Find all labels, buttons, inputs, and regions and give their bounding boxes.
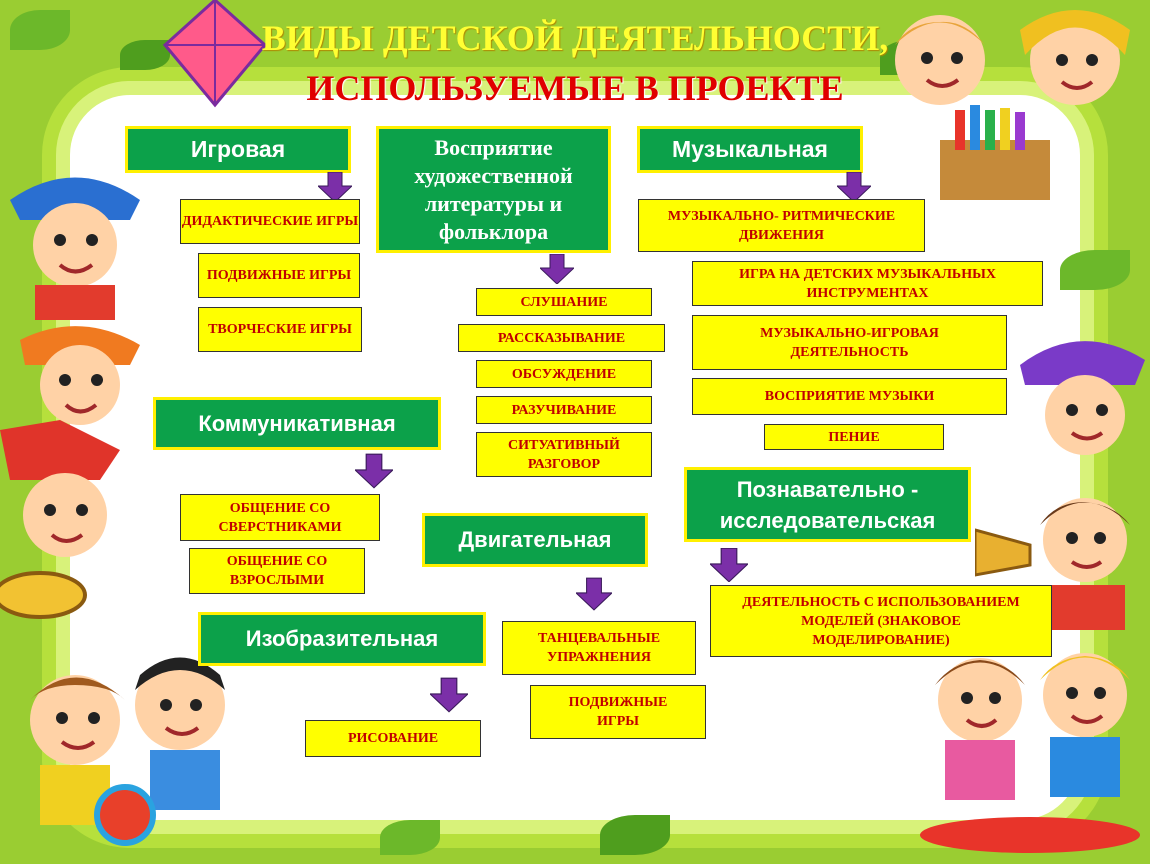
category-vospriyatie-literatury: Восприятие художественной литературы и фольклора (376, 126, 611, 253)
child-illustration (1010, 330, 1150, 460)
item-podvizhnye-igry: ПОДВИЖНЫЕ ИГРЫ (198, 253, 360, 298)
arrow-down-icon (318, 172, 352, 202)
leaf-decoration (600, 815, 670, 855)
item-didakticheskie-igry: ДИДАКТИЧЕСКИЕ ИГРЫ (180, 199, 360, 244)
leaf-decoration (380, 820, 440, 855)
item-slushanie: СЛУШАНИЕ (476, 288, 652, 316)
item-vospriyatie-muzyki: ВОСПРИЯТИЕ МУЗЫКИ (692, 378, 1007, 415)
arrow-down-icon (710, 548, 748, 582)
child-illustration (0, 160, 150, 320)
page-title-line-2: ИСПОЛЬЗУЕМЫЕ В ПРОЕКТЕ (306, 68, 844, 108)
child-illustration (880, 640, 1150, 864)
item-rasskazyvanie: РАССКАЗЫВАНИЕ (458, 324, 665, 352)
leaf-decoration (1060, 250, 1130, 290)
page-title-line-1: ВИДЫ ДЕТСКОЙ ДЕЯТЕЛЬНОСТИ, (261, 18, 889, 58)
child-illustration (0, 320, 160, 430)
item-muzykalno-ritmicheskie-dvizheniya: МУЗЫКАЛЬНО- РИТМИЧЕСКИЕ ДВИЖЕНИЯ (638, 199, 925, 252)
item-tancevalnye-uprazhneniya: ТАНЦЕВАЛЬНЫЕ УПРАЖНЕНИЯ (502, 621, 696, 675)
item-tvorcheskie-igry: ТВОРЧЕСКИЕ ИГРЫ (198, 307, 362, 352)
item-igra-na-instrumentah: ИГРА НА ДЕТСКИХ МУЗЫКАЛЬНЫХ ИНСТРУМЕНТАХ (692, 261, 1043, 306)
child-illustration (0, 650, 260, 864)
category-kommunikativnaya: Коммуникативная (153, 397, 441, 450)
category-poznavatelno-issledovatelskaya: Познавательно - исследовательская (684, 467, 971, 542)
item-obshchenie-so-sverstnikami: ОБЩЕНИЕ СО СВЕРСТНИКАМИ (180, 494, 380, 541)
arrow-down-icon (576, 575, 612, 613)
item-risovanie: РИСОВАНИЕ (305, 720, 481, 757)
category-igrovaya: Игровая (125, 126, 351, 173)
item-obsuzhdenie: ОБСУЖДЕНИЕ (476, 360, 652, 388)
arrow-down-icon (355, 452, 393, 490)
item-obshchenie-so-vzroslymi: ОБЩЕНИЕ СО ВЗРОСЛЫМИ (189, 548, 365, 594)
arrow-down-icon (837, 172, 871, 202)
item-penie: ПЕНИЕ (764, 424, 944, 450)
child-illustration (0, 420, 150, 620)
arrow-down-icon (430, 675, 468, 715)
item-situativnyi-razgovor: СИТУАТИВНЫЙ РАЗГОВОР (476, 432, 652, 477)
item-podvizhnye-igry-dvig: ПОДВИЖНЫЕ ИГРЫ (530, 685, 706, 739)
item-razuchivanie: РАЗУЧИВАНИЕ (476, 396, 652, 424)
arrow-down-icon (540, 254, 574, 284)
category-muzykalnaya: Музыкальная (637, 126, 863, 173)
category-dvigatelnaya: Двигательная (422, 513, 648, 567)
category-izobrazitelnaya: Изобразительная (198, 612, 486, 666)
item-muzykalno-igrovaya-deyatelnost: МУЗЫКАЛЬНО-ИГРОВАЯ ДЕЯТЕЛЬНОСТЬ (692, 315, 1007, 370)
item-modelirovanie: ДЕЯТЕЛЬНОСТЬ С ИСПОЛЬЗОВАНИЕМ МОДЕЛЕЙ (ЗНАКОВОЕ МОДЕЛИРОВАНИЕ) (710, 585, 1052, 657)
